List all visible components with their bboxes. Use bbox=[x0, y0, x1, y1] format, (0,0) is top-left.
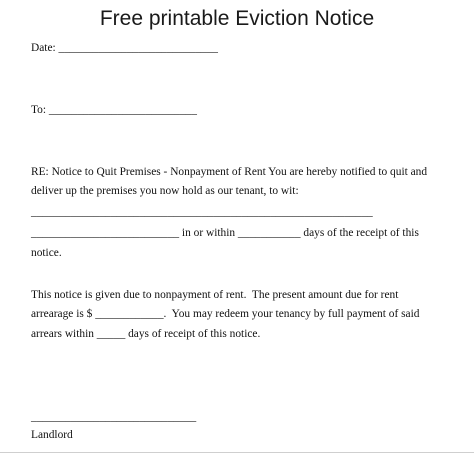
rent-line-2: arrearage is $ ____________. You may redeem your tenancy by full payment of said bbox=[31, 308, 420, 320]
notice-line-2: deliver up the premises you now hold as our tenant, to wit: bbox=[31, 185, 299, 197]
premises-blank-line: ____________________________________________________________ bbox=[31, 206, 373, 218]
to-line: To: __________________________ bbox=[31, 104, 197, 116]
signature-line: _____________________________ bbox=[31, 411, 197, 423]
notice-line-4: __________________________ in or within ___________ days of the receipt of this bbox=[31, 227, 419, 239]
notice-line-1: RE: Notice to Quit Premises - Nonpayment of Rent You are hereby notified to quit and bbox=[31, 166, 428, 178]
page-title: Free printable Eviction Notice bbox=[99, 7, 375, 30]
rent-line-1: This notice is given due to nonpayment of rent. The present amount due for rent bbox=[31, 289, 399, 301]
landlord-label: Landlord bbox=[31, 429, 73, 441]
rent-line-3: arrears within _____ days of receipt of this notice. bbox=[31, 328, 261, 340]
notice-line-5: notice. bbox=[31, 247, 62, 259]
date-line: Date: ____________________________ bbox=[31, 42, 218, 54]
